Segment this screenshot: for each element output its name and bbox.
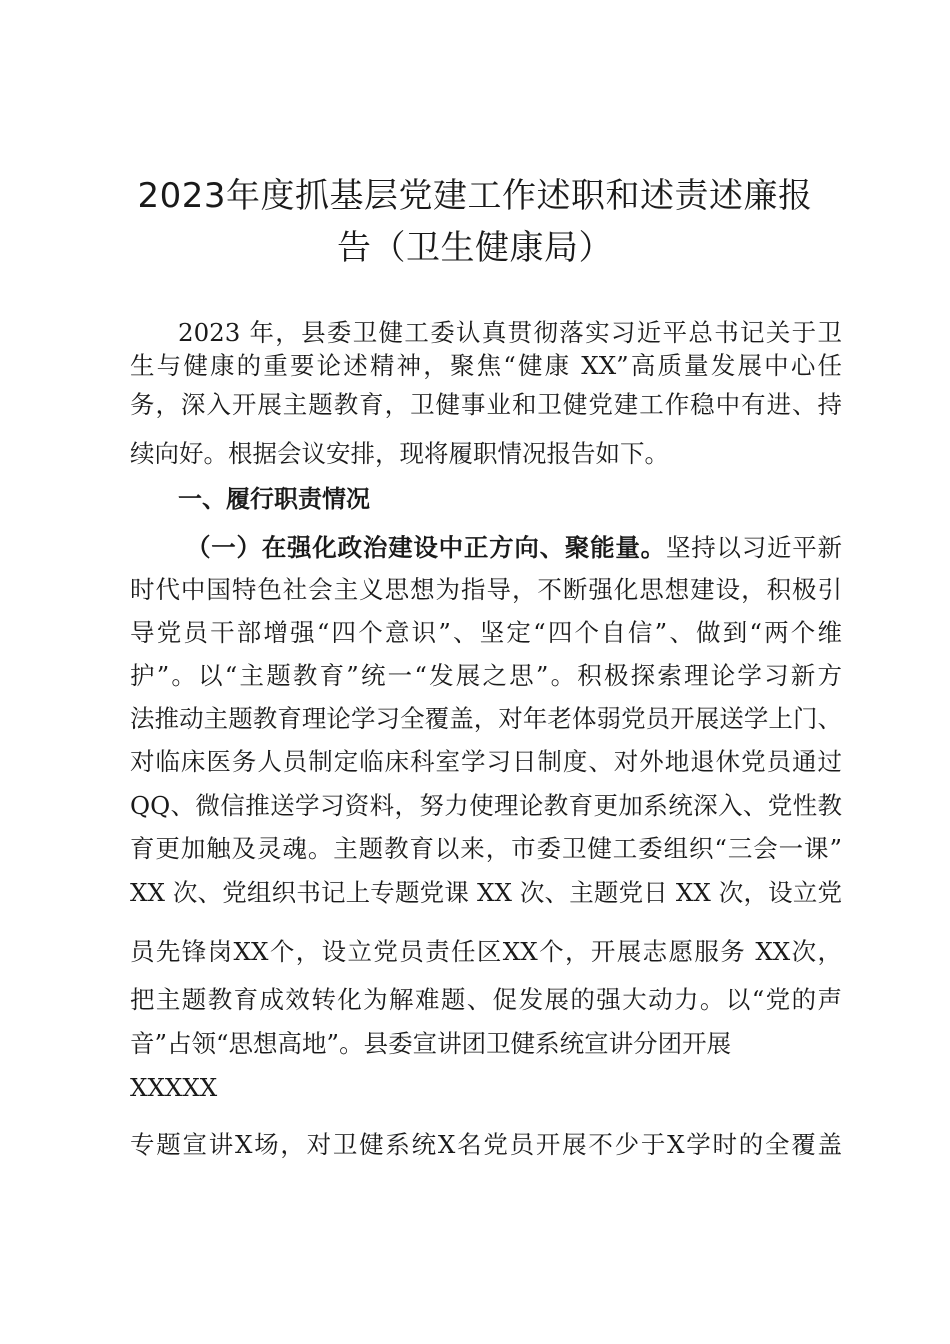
section-paragraph-line: 育更加触及灵魂。主题教育以来，市委卫健工委组织“三会一课” bbox=[130, 834, 842, 863]
section-paragraph-line: XXXXX bbox=[130, 1073, 218, 1102]
section-paragraph-line: XX 次、党组织书记上专题党课 XX 次、主题党日 XX 次，设立党 bbox=[130, 878, 842, 907]
section-paragraph-line: 时代中国特色社会主义思想为指导，不断强化思想建设，积极引 bbox=[130, 575, 842, 604]
document-title-line-1: 2023年度抓基层党建工作述职和述责述廉报 bbox=[137, 176, 813, 216]
section-paragraph-line: 员先锋岗XX个，设立党员责任区XX个，开展志愿服务 XX次， bbox=[130, 937, 842, 966]
section-heading: 一、履行职责情况 bbox=[178, 485, 370, 513]
section-paragraph-first-line bbox=[186, 528, 842, 568]
section-paragraph-line: 护”。以“主题教育”统一“发展之思”。积极探索理论学习新方 bbox=[130, 661, 842, 690]
intro-paragraph-line: 续向好。根据会议安排，现将履职情况报告如下。 bbox=[130, 439, 669, 468]
intro-paragraph-line: 2023 年，县委卫健工委认真贯彻落实习近平总书记关于卫 bbox=[178, 318, 842, 347]
paragraph-text: 坚持以习近平新 bbox=[665, 533, 843, 562]
section-paragraph-line: 把主题教育成效转化为解难题、促发展的强大动力。以“党的声 bbox=[130, 985, 842, 1014]
section-paragraph-line: 对临床医务人员制定临床科室学习日制度、对外地退休党员通过 bbox=[130, 747, 842, 776]
subsection-heading: （一）在强化政治建设中正方向、聚能量。 bbox=[186, 533, 666, 562]
section-paragraph-line: 法推动主题教育理论学习全覆盖，对年老体弱党员开展送学上门、 bbox=[130, 704, 842, 733]
section-paragraph-line: 音”占领“思想高地”。县委宣讲团卫健系统宣讲分团开展 bbox=[130, 1029, 732, 1058]
intro-paragraph-line: 生与健康的重要论述精神，聚焦“健康 XX”高质量发展中心任 bbox=[130, 351, 842, 380]
section-paragraph-line: QQ、微信推送学习资料，努力使理论教育更加系统深入、党性教 bbox=[130, 791, 842, 820]
section-paragraph-line: 导党员干部增强“四个意识”、坚定“四个自信”、做到“两个维 bbox=[130, 618, 842, 647]
document-title-line-2: 告（卫生健康局） bbox=[337, 228, 613, 268]
section-paragraph-line: 专题宣讲X场，对卫健系统X名党员开展不少于X学时的全覆盖 bbox=[130, 1130, 842, 1159]
intro-paragraph-line: 务，深入开展主题教育，卫健事业和卫健党建工作稳中有进、持 bbox=[130, 390, 842, 419]
